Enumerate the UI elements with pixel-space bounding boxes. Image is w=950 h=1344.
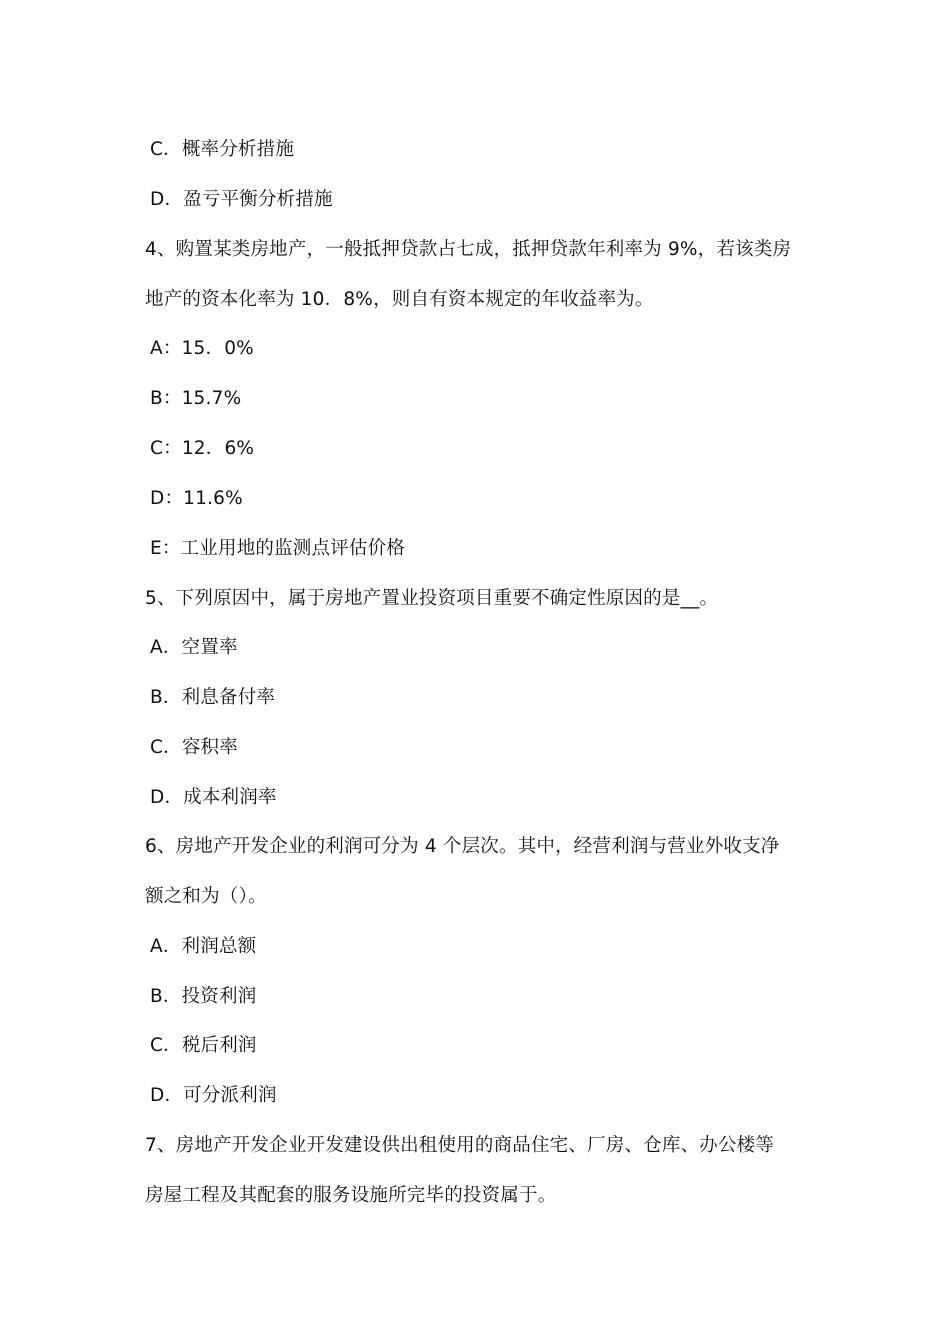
option-c-q4: C：12．6% xyxy=(150,438,255,459)
question-4-line-1: 4、购置某类房地产，一般抵押贷款占七成，抵押贷款年利率为 9%，若该类房 xyxy=(145,239,792,260)
option-c-q6: C．税后利润 xyxy=(150,1035,257,1056)
option-d-q4: D：11.6% xyxy=(150,488,243,509)
question-4-line-2: 地产的资本化率为 10．8%，则自有资本规定的年收益率为。 xyxy=(145,289,654,310)
question-7-line-1: 7、房地产开发企业开发建设供出租使用的商品住宅、厂房、仓库、办公楼等 xyxy=(145,1135,775,1156)
question-6-line-1: 6、房地产开发企业的利润可分为 4 个层次。其中，经营利润与营业外收支净 xyxy=(145,836,780,857)
option-e-q4: E：工业用地的监测点评估价格 xyxy=(150,538,405,559)
option-d-q3: D．盈亏平衡分析措施 xyxy=(150,189,333,210)
question-7-line-2: 房屋工程及其配套的服务设施所完毕的投资属于。 xyxy=(145,1185,557,1206)
option-c-q5: C．容积率 xyxy=(150,737,238,758)
question-6-line-2: 额之和为（）。 xyxy=(145,886,267,907)
option-d-q6: D．可分派利润 xyxy=(150,1085,277,1106)
option-a-q4: A：15．0% xyxy=(150,338,254,359)
option-b-q4: B：15.7% xyxy=(150,388,242,409)
question-5: 5、下列原因中，属于房地产置业投资项目重要不确定性原因的是__。 xyxy=(145,588,719,609)
option-b-q6: B．投资利润 xyxy=(150,986,257,1007)
option-c-q3: C．概率分析措施 xyxy=(150,139,295,160)
option-a-q6: A．利润总额 xyxy=(150,936,257,957)
option-b-q5: B．利息备付率 xyxy=(150,687,276,708)
option-d-q5: D．成本利润率 xyxy=(150,787,277,808)
option-a-q5: A．空置率 xyxy=(150,637,238,658)
